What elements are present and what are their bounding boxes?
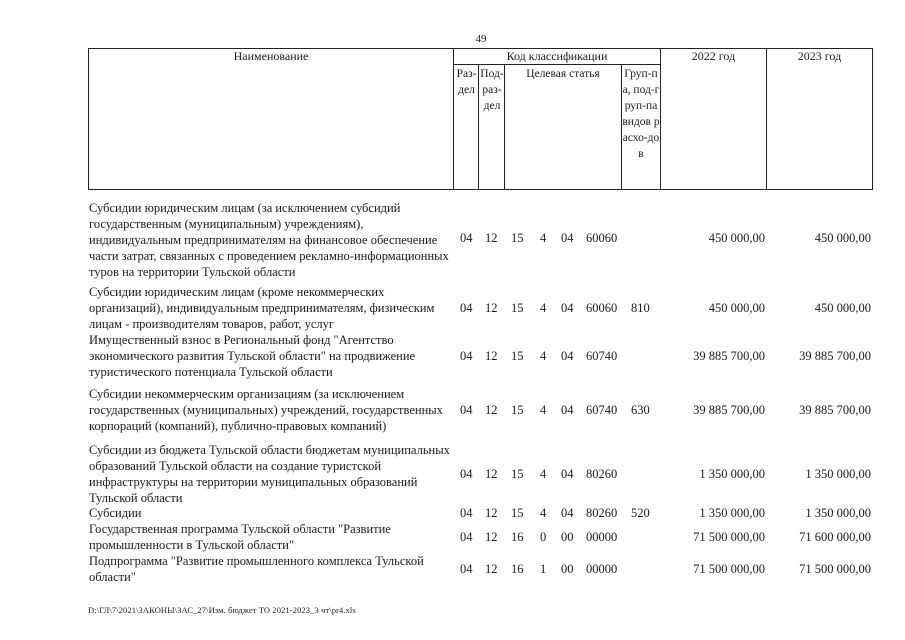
row-pr: 12 <box>485 530 498 544</box>
row-name: Субсидии <box>89 506 142 520</box>
row-pr: 12 <box>485 403 498 417</box>
row-pr: 12 <box>485 562 498 576</box>
row-y2023: 39 885 700,00 <box>799 349 871 363</box>
row-rz: 04 <box>460 506 473 520</box>
table-row <box>0 200 905 280</box>
row-cs4: 60740 <box>586 349 618 363</box>
row-cs1: 15 <box>511 301 524 315</box>
row-cs2: 1 <box>540 562 547 576</box>
row-rz: 04 <box>460 562 473 576</box>
row-rz: 04 <box>460 301 473 315</box>
row-cs2: 4 <box>540 467 547 481</box>
row-y2023: 1 350 000,00 <box>805 506 871 520</box>
row-rz: 04 <box>460 349 473 363</box>
row-cs2: 0 <box>540 530 547 544</box>
row-name: Субсидии юридическим лицам (за исключением субсидий государственным (муниципальным) учреждениям), индивидуальным предпринимателям на финансовое обеспечение части затрат, связанных с проведением рекламно-информационных туров на территории Тульской области <box>89 201 449 279</box>
header-subsection: Под-раз-дел <box>480 68 504 112</box>
row-cs2: 4 <box>540 349 547 363</box>
header-year-2022: 2022 год <box>691 49 736 63</box>
row-name: Субсидии некоммерческим организациям (за исключением государственных (муниципальных) учреждений, государственных корпораций (компаний), публично-правовых компаний) <box>89 387 443 433</box>
row-pr: 12 <box>485 301 498 315</box>
row-vr: 630 <box>631 403 650 417</box>
header-expense-group: Груп-па, под-груп-па видов расхо-дов <box>622 68 660 160</box>
header-year-2023: 2023 год <box>797 49 842 63</box>
row-y2023: 1 350 000,00 <box>805 467 871 481</box>
row-y2022: 1 350 000,00 <box>699 506 765 520</box>
row-pr: 12 <box>485 349 498 363</box>
row-y2022: 39 885 700,00 <box>693 403 765 417</box>
row-y2023: 450 000,00 <box>814 301 871 315</box>
row-cs4: 60060 <box>586 231 618 245</box>
row-y2022: 450 000,00 <box>708 301 765 315</box>
row-cs3: 00 <box>561 562 574 576</box>
row-cs3: 04 <box>561 349 574 363</box>
row-y2022: 450 000,00 <box>708 231 765 245</box>
row-vr: 520 <box>631 506 650 520</box>
row-y2022: 39 885 700,00 <box>693 349 765 363</box>
row-cs1: 15 <box>511 349 524 363</box>
row-rz: 04 <box>460 403 473 417</box>
row-y2023: 39 885 700,00 <box>799 403 871 417</box>
table-row <box>0 505 905 521</box>
table-row <box>0 284 905 332</box>
row-cs2: 4 <box>540 301 547 315</box>
row-cs1: 15 <box>511 403 524 417</box>
row-name: Субсидии юридическим лицам (кроме некоммерческих организаций), индивидуальным предпринимателям, физическим лицам - производителям товаров, работ, услуг <box>89 285 435 331</box>
row-y2022: 71 500 000,00 <box>693 530 765 544</box>
row-cs3: 04 <box>561 467 574 481</box>
row-rz: 04 <box>460 530 473 544</box>
row-cs4: 80260 <box>586 506 618 520</box>
row-name: Подпрограмма "Развитие промышленного комплекса Тульской области" <box>89 554 424 584</box>
table-row <box>0 553 905 585</box>
page-number: 49 <box>475 33 487 45</box>
row-cs4: 00000 <box>586 530 618 544</box>
row-y2022: 71 500 000,00 <box>693 562 765 576</box>
header-target-article: Целевая статья <box>526 68 600 80</box>
row-cs3: 04 <box>561 506 574 520</box>
row-cs1: 15 <box>511 506 524 520</box>
row-rz: 04 <box>460 231 473 245</box>
header-classification: Код классификации <box>506 49 608 63</box>
table-row <box>0 332 905 380</box>
row-pr: 12 <box>485 231 498 245</box>
file-path-footer: D:\ГЛ\7\2021\ЗАКОНЫ\ЗАС_27\Изм. бюджет ТО 2021-2023_3 чт\pr4.xls <box>88 605 356 615</box>
row-cs4: 60060 <box>586 301 618 315</box>
header-section: Раз-дел <box>456 68 477 96</box>
row-cs1: 15 <box>511 467 524 481</box>
row-cs2: 4 <box>540 506 547 520</box>
row-cs3: 04 <box>561 231 574 245</box>
row-cs4: 80260 <box>586 467 618 481</box>
row-cs2: 4 <box>540 231 547 245</box>
row-vr: 810 <box>631 301 650 315</box>
row-cs1: 16 <box>511 530 524 544</box>
table-row <box>0 442 905 506</box>
header-name: Наименование <box>233 49 309 63</box>
row-cs3: 04 <box>561 301 574 315</box>
row-name: Имущественный взнос в Региональный фонд "Агентство экономического развития Тульской области" на продвижение туристического потенциала Тульской области <box>89 333 416 379</box>
row-y2023: 71 600 000,00 <box>799 530 871 544</box>
row-cs1: 16 <box>511 562 524 576</box>
row-y2022: 1 350 000,00 <box>699 467 765 481</box>
row-y2023: 71 500 000,00 <box>799 562 871 576</box>
table-row <box>0 521 905 553</box>
row-y2023: 450 000,00 <box>814 231 871 245</box>
row-cs3: 00 <box>561 530 574 544</box>
table-row <box>0 386 905 434</box>
row-cs4: 60740 <box>586 403 618 417</box>
row-pr: 12 <box>485 506 498 520</box>
row-cs4: 00000 <box>586 562 618 576</box>
row-cs3: 04 <box>561 403 574 417</box>
row-cs1: 15 <box>511 231 524 245</box>
row-rz: 04 <box>460 467 473 481</box>
row-pr: 12 <box>485 467 498 481</box>
row-name: Государственная программа Тульской области "Развитие промышленности в Тульской области" <box>89 522 391 552</box>
row-cs2: 4 <box>540 403 547 417</box>
row-name: Субсидии из бюджета Тульской области бюджетам муниципальных образований Тульской области на создание туристской инфраструктуры на территории муниципальных образований Тульской области <box>89 443 450 505</box>
